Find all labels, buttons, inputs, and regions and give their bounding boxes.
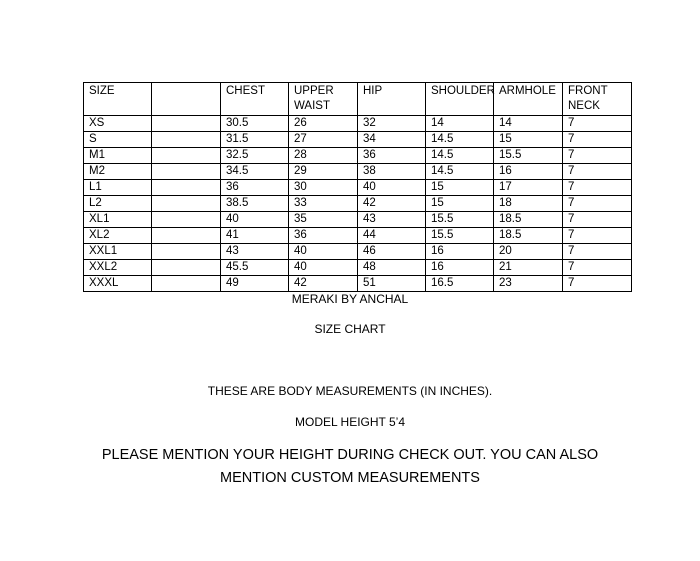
- header-size: SIZE: [84, 83, 152, 116]
- table-cell: 28: [289, 148, 358, 164]
- table-cell: XXL1: [84, 244, 152, 260]
- table-cell: 32: [358, 116, 426, 132]
- table-row: [84, 212, 632, 228]
- table-cell: 14.5: [426, 164, 494, 180]
- measurement-note: THESE ARE BODY MEASUREMENTS (IN INCHES).: [207, 384, 493, 398]
- table-cell: 44: [358, 228, 426, 244]
- table-cell: XL1: [84, 212, 152, 228]
- table-cell: [152, 164, 221, 180]
- header-front-neck: FRONT NECK: [563, 83, 632, 116]
- table-cell: 42: [358, 196, 426, 212]
- table-cell: 32.5: [221, 148, 289, 164]
- table-cell: XS: [84, 116, 152, 132]
- table-cell: 30.5: [221, 116, 289, 132]
- table-cell: 30: [289, 180, 358, 196]
- table-cell: 49: [221, 276, 289, 292]
- table-cell: [152, 116, 221, 132]
- table-cell: 34.5: [221, 164, 289, 180]
- table-cell: 34: [358, 132, 426, 148]
- table-cell: 15: [494, 132, 563, 148]
- table-cell: 38.5: [221, 196, 289, 212]
- table-cell: 18: [494, 196, 563, 212]
- table-cell: 18.5: [494, 228, 563, 244]
- table-cell: 7: [563, 276, 632, 292]
- table-row: [84, 276, 632, 292]
- table-cell: 16: [494, 164, 563, 180]
- table-cell: 23: [494, 276, 563, 292]
- table-cell: 43: [221, 244, 289, 260]
- table-header-row: [84, 83, 632, 116]
- header-upper-waist: UPPER WAIST: [289, 83, 358, 116]
- page-title: SIZE CHART: [314, 322, 386, 336]
- table-cell: 41: [221, 228, 289, 244]
- table-row: [84, 132, 632, 148]
- table-cell: 14: [426, 116, 494, 132]
- table-cell: 26: [289, 116, 358, 132]
- table-row: [84, 148, 632, 164]
- table-cell: 14.5: [426, 148, 494, 164]
- table-cell: S: [84, 132, 152, 148]
- table-cell: [152, 276, 221, 292]
- table-cell: XXL2: [84, 260, 152, 276]
- table-cell: 7: [563, 148, 632, 164]
- table-cell: 36: [358, 148, 426, 164]
- table-cell: 7: [563, 132, 632, 148]
- table-cell: 15: [426, 196, 494, 212]
- table-cell: 17: [494, 180, 563, 196]
- table-cell: 7: [563, 164, 632, 180]
- header-hip: HIP: [358, 83, 426, 116]
- size-chart-table: [83, 82, 632, 292]
- table-cell: 40: [358, 180, 426, 196]
- table-cell: 14.5: [426, 132, 494, 148]
- model-height: MODEL HEIGHT 5’4: [294, 415, 406, 429]
- table-row: [84, 196, 632, 212]
- table-cell: 31.5: [221, 132, 289, 148]
- table-cell: 42: [289, 276, 358, 292]
- table-cell: 15.5: [426, 228, 494, 244]
- table-body: [84, 116, 632, 292]
- table-cell: XXXL: [84, 276, 152, 292]
- table-cell: XL2: [84, 228, 152, 244]
- table-cell: 7: [563, 244, 632, 260]
- table-row: [84, 260, 632, 276]
- table-cell: 36: [221, 180, 289, 196]
- table-cell: [152, 132, 221, 148]
- header-armhole: ARMHOLE: [494, 83, 563, 116]
- table-cell: 15.5: [426, 212, 494, 228]
- table-cell: 7: [563, 180, 632, 196]
- table-cell: 29: [289, 164, 358, 180]
- table-row: [84, 180, 632, 196]
- table-cell: 48: [358, 260, 426, 276]
- table-cell: 40: [221, 212, 289, 228]
- table-cell: 36: [289, 228, 358, 244]
- table-cell: 16: [426, 260, 494, 276]
- table-cell: [152, 260, 221, 276]
- table-cell: 33: [289, 196, 358, 212]
- table-cell: 45.5: [221, 260, 289, 276]
- table-cell: 7: [563, 212, 632, 228]
- table-cell: 7: [563, 196, 632, 212]
- table-cell: 40: [289, 260, 358, 276]
- table-cell: [152, 196, 221, 212]
- table-cell: [152, 228, 221, 244]
- table-cell: 40: [289, 244, 358, 260]
- brand-name: MERAKI BY ANCHAL: [291, 292, 409, 306]
- header-chest: CHEST: [221, 83, 289, 116]
- table-cell: [152, 212, 221, 228]
- table-cell: L1: [84, 180, 152, 196]
- table-cell: L2: [84, 196, 152, 212]
- table-cell: 21: [494, 260, 563, 276]
- table-cell: M1: [84, 148, 152, 164]
- table-cell: 18.5: [494, 212, 563, 228]
- table-cell: 16: [426, 244, 494, 260]
- checkout-instruction: PLEASE MENTION YOUR HEIGHT DURING CHECK OUT. YOU CAN ALSO MENTION CUSTOM MEASUREMENTS: [101, 447, 599, 486]
- table-cell: 27: [289, 132, 358, 148]
- table-cell: 15: [426, 180, 494, 196]
- table-row: [84, 244, 632, 260]
- table-cell: 51: [358, 276, 426, 292]
- table-cell: 35: [289, 212, 358, 228]
- header-shoulder: SHOULDER: [426, 83, 494, 116]
- table-cell: 14: [494, 116, 563, 132]
- table-row: [84, 116, 632, 132]
- table-cell: M2: [84, 164, 152, 180]
- table-cell: 16.5: [426, 276, 494, 292]
- table-row: [84, 228, 632, 244]
- table-cell: [152, 244, 221, 260]
- table-cell: 38: [358, 164, 426, 180]
- table-row: [84, 164, 632, 180]
- table-cell: [152, 180, 221, 196]
- table-cell: [152, 148, 221, 164]
- table-cell: 7: [563, 228, 632, 244]
- table-cell: 7: [563, 116, 632, 132]
- table-cell: 15.5: [494, 148, 563, 164]
- table-cell: 7: [563, 260, 632, 276]
- table-cell: 20: [494, 244, 563, 260]
- table-cell: 46: [358, 244, 426, 260]
- header-blank: [152, 83, 221, 116]
- table-cell: 43: [358, 212, 426, 228]
